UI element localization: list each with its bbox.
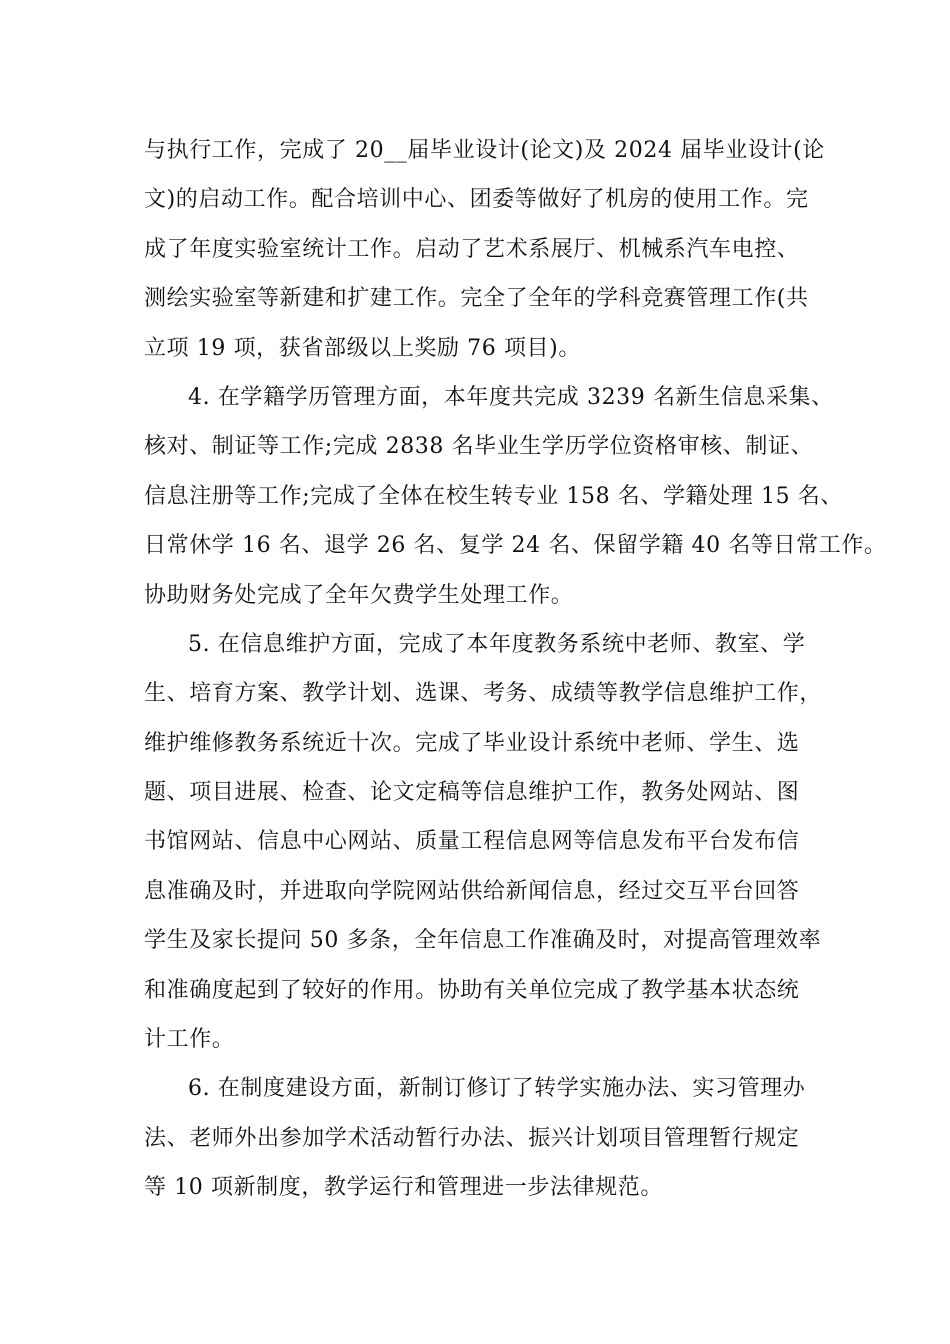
text-line: 协助财务处完成了全年欠费学生处理工作。 [144,582,574,608]
text-line: 5. 在信息维护方面，完成了本年度教务系统中老师、教室、学 [188,631,806,657]
text-line: 息准确及时，并进取向学院网站供给新闻信息，经过交互平台回答 [144,878,800,904]
text-line: 学生及家长提问 50 多条，全年信息工作准确及时，对提高管理效率 [144,928,822,954]
paragraph-regulations [144,1064,830,1212]
text-line: 立项 19 项，获省部级以上奖励 76 项目)。 [144,335,581,361]
text-line: 等 10 项新制度，教学运行和管理进一步法律规范。 [144,1175,663,1201]
text-line: 核对、制证等工作;完成 2838 名毕业生学历学位资格审核、制证、 [144,434,814,460]
text-line: 和准确度起到了较好的作用。协助有关单位完成了教学基本状态统 [144,977,800,1003]
text-line: 与执行工作，完成了 20__届毕业设计(论文)及 2024 届毕业设计(论 [144,138,825,163]
text-line: 日常休学 16 名、退学 26 名、复学 24 名、保留学籍 40 名等日常工作。 [144,533,887,559]
text-line: 法、老师外出参加学术活动暂行办法、振兴计划项目管理暂行规定 [144,1125,800,1151]
text-line: 文)的启动工作。配合培训中心、团委等做好了机房的使用工作。完 [144,187,809,213]
text-line: 维护维修教务系统近十次。完成了毕业设计系统中老师、学生、选 [144,730,800,756]
text-line: 生、培育方案、教学计划、选课、考务、成绩等教学信息维护工作， [144,681,823,707]
text-line: 计工作。 [144,1027,235,1053]
paragraph-information-maintenance [144,620,830,1065]
text-line: 信息注册等工作;完成了全体在校生转专业 158 名、学籍处理 15 名、 [144,483,843,509]
text-line: 书馆网站、信息中心网站、质量工程信息网等信息发布平台发布信 [144,829,800,855]
text-line: 4. 在学籍学历管理方面，本年度共完成 3239 名新生信息采集、 [188,384,834,410]
text-line: 成了年度实验室统计工作。启动了艺术系展厅、机械系汽车电控、 [144,236,800,262]
paragraph-lab-and-competition [144,126,830,373]
paragraph-student-records [144,373,887,620]
text-line: 6. 在制度建设方面，新制订修订了转学实施办法、实习管理办 [188,1076,806,1102]
text-line: 测绘实验室等新建和扩建工作。完全了全年的学科竞赛管理工作(共 [144,286,809,312]
text-line: 题、项目进展、检查、论文定稿等信息维护工作，教务处网站、图 [144,780,800,806]
document-body [144,126,887,1213]
